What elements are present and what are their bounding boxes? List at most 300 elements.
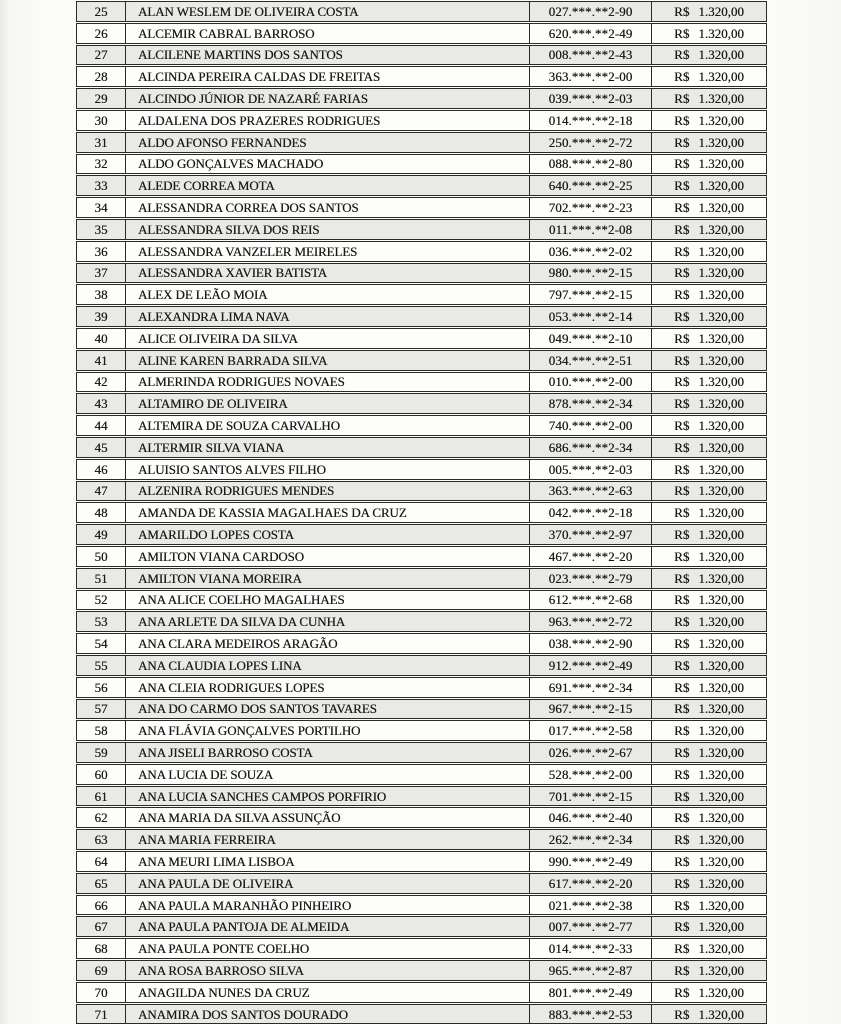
currency-symbol: R$ xyxy=(674,352,690,368)
beneficiary-name-cell: ANA ALICE COELHO MAGALHAES xyxy=(126,591,530,610)
beneficiary-name-cell: ANA PAULA PANTOJA DE ALMEIDA xyxy=(126,917,530,936)
amount-value: 1.320,00 xyxy=(698,853,744,869)
row-number-cell: 67 xyxy=(77,917,126,936)
amount-cell xyxy=(652,2,766,21)
currency-symbol: R$ xyxy=(674,570,690,586)
masked-cpf-cell: 250.***.**2-72 xyxy=(530,133,652,152)
amount-value: 1.320,00 xyxy=(698,483,744,499)
currency-symbol: R$ xyxy=(674,919,690,935)
row-number-cell: 41 xyxy=(77,351,126,370)
amount-value: 1.320,00 xyxy=(698,112,744,128)
row-number-cell: 62 xyxy=(77,808,126,827)
row-number-cell: 46 xyxy=(77,460,126,479)
amount-cell xyxy=(652,460,766,479)
row-number-cell: 31 xyxy=(77,133,126,152)
table-row xyxy=(76,393,767,414)
amount-cell xyxy=(652,939,766,958)
beneficiary-name-cell: ANA MEURI LIMA LISBOA xyxy=(126,852,530,871)
amount-value: 1.320,00 xyxy=(698,548,744,564)
amount-value: 1.320,00 xyxy=(698,47,744,63)
table-row xyxy=(76,154,767,175)
amount-value: 1.320,00 xyxy=(698,919,744,935)
masked-cpf-cell: 691.***.**2-34 xyxy=(530,678,652,697)
beneficiary-name-cell: ANA MARIA DA SILVA ASSUNÇÃO xyxy=(126,808,530,827)
table-row xyxy=(76,132,767,153)
beneficiary-name-cell: ALTERMIR SILVA VIANA xyxy=(126,438,530,457)
beneficiary-name-cell: ALEX DE LEÃO MOIA xyxy=(126,285,530,304)
amount-cell xyxy=(652,220,766,239)
currency-symbol: R$ xyxy=(674,832,690,848)
table-row xyxy=(76,851,767,872)
masked-cpf-cell: 363.***.**2-63 xyxy=(530,482,652,501)
amount-cell xyxy=(652,24,766,43)
masked-cpf-cell: 701.***.**2-15 xyxy=(530,787,652,806)
row-number-cell: 26 xyxy=(77,24,126,43)
masked-cpf-cell: 046.***.**2-40 xyxy=(530,808,652,827)
currency-symbol: R$ xyxy=(674,614,690,630)
amount-value: 1.320,00 xyxy=(698,330,744,346)
beneficiary-name-cell: AMARILDO LOPES COSTA xyxy=(126,525,530,544)
row-number-cell: 35 xyxy=(77,220,126,239)
row-number-cell: 64 xyxy=(77,852,126,871)
masked-cpf-cell: 528.***.**2-00 xyxy=(530,765,652,784)
table-row xyxy=(76,372,767,393)
row-number-cell: 54 xyxy=(77,634,126,653)
amount-value: 1.320,00 xyxy=(698,701,744,717)
amount-value: 1.320,00 xyxy=(698,91,744,107)
masked-cpf-cell: 797.***.**2-15 xyxy=(530,285,652,304)
amount-cell xyxy=(652,351,766,370)
beneficiary-name-cell: ALCILENE MARTINS DOS SANTOS xyxy=(126,46,530,65)
masked-cpf-cell: 262.***.**2-34 xyxy=(530,830,652,849)
row-number-cell: 63 xyxy=(77,830,126,849)
masked-cpf-cell: 017.***.**2-58 xyxy=(530,721,652,740)
beneficiary-name-cell: ANA ARLETE DA SILVA DA CUNHA xyxy=(126,612,530,631)
table-row xyxy=(76,764,767,785)
table-row xyxy=(76,437,767,458)
amount-value: 1.320,00 xyxy=(698,134,744,150)
amount-value: 1.320,00 xyxy=(698,657,744,673)
table-row xyxy=(76,350,767,371)
masked-cpf-cell: 686.***.**2-34 xyxy=(530,438,652,457)
amount-cell xyxy=(652,264,766,283)
masked-cpf-cell: 883.***.**2-53 xyxy=(530,1005,652,1024)
beneficiary-name-cell: ANA LUCIA DE SOUZA xyxy=(126,765,530,784)
beneficiary-name-cell: ALDO AFONSO FERNANDES xyxy=(126,133,530,152)
amount-cell xyxy=(652,242,766,261)
amount-cell xyxy=(652,852,766,871)
amount-value: 1.320,00 xyxy=(698,897,744,913)
masked-cpf-cell: 801.***.**2-49 xyxy=(530,983,652,1002)
currency-symbol: R$ xyxy=(674,221,690,237)
table-row xyxy=(76,502,767,523)
currency-symbol: R$ xyxy=(674,200,690,216)
amount-cell xyxy=(652,678,766,697)
amount-cell xyxy=(652,329,766,348)
row-number-cell: 29 xyxy=(77,89,126,108)
amount-cell xyxy=(652,634,766,653)
beneficiary-name-cell: ANAMIRA DOS SANTOS DOURADO xyxy=(126,1005,530,1024)
beneficiary-name-cell: ANA PAULA MARANHÃO PINHEIRO xyxy=(126,896,530,915)
row-number-cell: 39 xyxy=(77,307,126,326)
beneficiary-name-cell: AMANDA DE KASSIA MAGALHAES DA CRUZ xyxy=(126,503,530,522)
beneficiary-list-table xyxy=(76,1,767,1024)
currency-symbol: R$ xyxy=(674,461,690,477)
beneficiary-name-cell: ALMERINDA RODRIGUES NOVAES xyxy=(126,373,530,392)
currency-symbol: R$ xyxy=(674,657,690,673)
amount-cell xyxy=(652,198,766,217)
amount-cell xyxy=(652,133,766,152)
amount-cell xyxy=(652,525,766,544)
masked-cpf-cell: 740.***.**2-00 xyxy=(530,416,652,435)
amount-value: 1.320,00 xyxy=(698,592,744,608)
row-number-cell: 55 xyxy=(77,656,126,675)
currency-symbol: R$ xyxy=(674,439,690,455)
amount-value: 1.320,00 xyxy=(698,505,744,521)
currency-symbol: R$ xyxy=(674,330,690,346)
beneficiary-name-cell: ANA PAULA DE OLIVEIRA xyxy=(126,874,530,893)
currency-symbol: R$ xyxy=(674,1006,690,1022)
amount-cell xyxy=(652,961,766,980)
table-row xyxy=(76,306,767,327)
masked-cpf-cell: 702.***.**2-23 xyxy=(530,198,652,217)
masked-cpf-cell: 026.***.**2-67 xyxy=(530,743,652,762)
table-row xyxy=(76,23,767,44)
beneficiary-name-cell: ALDO GONÇALVES MACHADO xyxy=(126,155,530,174)
beneficiary-name-cell: ANA FLÁVIA GONÇALVES PORTILHO xyxy=(126,721,530,740)
beneficiary-name-cell: ALEXANDRA LIMA NAVA xyxy=(126,307,530,326)
amount-cell xyxy=(652,547,766,566)
amount-value: 1.320,00 xyxy=(698,200,744,216)
beneficiary-name-cell: ANA CLEIA RODRIGUES LOPES xyxy=(126,678,530,697)
masked-cpf-cell: 034.***.**2-51 xyxy=(530,351,652,370)
currency-symbol: R$ xyxy=(674,265,690,281)
amount-value: 1.320,00 xyxy=(698,875,744,891)
row-number-cell: 43 xyxy=(77,394,126,413)
currency-symbol: R$ xyxy=(674,636,690,651)
beneficiary-name-cell: ALCEMIR CABRAL BARROSO xyxy=(126,24,530,43)
amount-value: 1.320,00 xyxy=(698,25,744,41)
amount-cell xyxy=(652,917,766,936)
amount-cell xyxy=(652,983,766,1002)
masked-cpf-cell: 088.***.**2-80 xyxy=(530,155,652,174)
amount-value: 1.320,00 xyxy=(698,309,744,325)
table-row xyxy=(76,66,767,87)
currency-symbol: R$ xyxy=(674,679,690,695)
amount-value: 1.320,00 xyxy=(698,636,744,651)
currency-symbol: R$ xyxy=(674,723,690,739)
amount-cell xyxy=(652,1005,766,1024)
amount-cell xyxy=(652,285,766,304)
currency-symbol: R$ xyxy=(674,178,690,194)
amount-value: 1.320,00 xyxy=(698,178,744,194)
currency-symbol: R$ xyxy=(674,592,690,608)
row-number-cell: 37 xyxy=(77,264,126,283)
row-number-cell: 34 xyxy=(77,198,126,217)
currency-symbol: R$ xyxy=(674,396,690,412)
currency-symbol: R$ xyxy=(674,701,690,717)
beneficiary-name-cell: ALESSANDRA SILVA DOS REIS xyxy=(126,220,530,239)
masked-cpf-cell: 010.***.**2-00 xyxy=(530,373,652,392)
table-row xyxy=(76,829,767,850)
beneficiary-name-cell: ANA ROSA BARROSO SILVA xyxy=(126,961,530,980)
table-row xyxy=(76,546,767,567)
amount-value: 1.320,00 xyxy=(698,679,744,695)
masked-cpf-cell: 049.***.**2-10 xyxy=(530,329,652,348)
row-number-cell: 48 xyxy=(77,503,126,522)
row-number-cell: 45 xyxy=(77,438,126,457)
masked-cpf-cell: 007.***.**2-77 xyxy=(530,917,652,936)
currency-symbol: R$ xyxy=(674,505,690,521)
amount-value: 1.320,00 xyxy=(698,461,744,477)
amount-cell xyxy=(652,67,766,86)
masked-cpf-cell: 370.***.**2-97 xyxy=(530,525,652,544)
masked-cpf-cell: 990.***.**2-49 xyxy=(530,852,652,871)
amount-value: 1.320,00 xyxy=(698,723,744,739)
beneficiary-name-cell: ALZENIRA RODRIGUES MENDES xyxy=(126,482,530,501)
amount-cell xyxy=(652,569,766,588)
row-number-cell: 42 xyxy=(77,373,126,392)
table-row xyxy=(76,916,767,937)
amount-value: 1.320,00 xyxy=(698,265,744,281)
masked-cpf-cell: 980.***.**2-15 xyxy=(530,264,652,283)
currency-symbol: R$ xyxy=(674,744,690,760)
row-number-cell: 44 xyxy=(77,416,126,435)
amount-cell xyxy=(652,89,766,108)
beneficiary-name-cell: ANA LUCIA SANCHES CAMPOS PORFIRIO xyxy=(126,787,530,806)
row-number-cell: 65 xyxy=(77,874,126,893)
amount-value: 1.320,00 xyxy=(698,156,744,172)
amount-value: 1.320,00 xyxy=(698,962,744,978)
row-number-cell: 40 xyxy=(77,329,126,348)
amount-value: 1.320,00 xyxy=(698,352,744,368)
currency-symbol: R$ xyxy=(674,941,690,957)
amount-cell xyxy=(652,307,766,326)
currency-symbol: R$ xyxy=(674,766,690,782)
beneficiary-name-cell: ALAN WESLEM DE OLIVEIRA COSTA xyxy=(126,2,530,21)
amount-value: 1.320,00 xyxy=(698,418,744,434)
row-number-cell: 36 xyxy=(77,242,126,261)
row-number-cell: 25 xyxy=(77,2,126,21)
row-number-cell: 70 xyxy=(77,983,126,1002)
beneficiary-name-cell: ANA MARIA FERREIRA xyxy=(126,830,530,849)
masked-cpf-cell: 027.***.**2-90 xyxy=(530,2,652,21)
masked-cpf-cell: 038.***.**2-90 xyxy=(530,634,652,653)
row-number-cell: 38 xyxy=(77,285,126,304)
amount-cell xyxy=(652,874,766,893)
amount-value: 1.320,00 xyxy=(698,243,744,259)
currency-symbol: R$ xyxy=(674,69,690,85)
amount-value: 1.320,00 xyxy=(698,527,744,543)
amount-value: 1.320,00 xyxy=(698,1006,744,1022)
currency-symbol: R$ xyxy=(674,810,690,826)
beneficiary-name-cell: ALTEMIRA DE SOUZA CARVALHO xyxy=(126,416,530,435)
masked-cpf-cell: 053.***.**2-14 xyxy=(530,307,652,326)
masked-cpf-cell: 612.***.**2-68 xyxy=(530,591,652,610)
masked-cpf-cell: 878.***.**2-34 xyxy=(530,394,652,413)
amount-cell xyxy=(652,394,766,413)
currency-symbol: R$ xyxy=(674,47,690,63)
beneficiary-name-cell: ANA CLAUDIA LOPES LINA xyxy=(126,656,530,675)
table-row xyxy=(76,263,767,284)
amount-value: 1.320,00 xyxy=(698,287,744,303)
amount-value: 1.320,00 xyxy=(698,788,744,804)
amount-value: 1.320,00 xyxy=(698,69,744,85)
row-number-cell: 58 xyxy=(77,721,126,740)
currency-symbol: R$ xyxy=(674,962,690,978)
beneficiary-name-cell: ALCINDA PEREIRA CALDAS DE FREITAS xyxy=(126,67,530,86)
table-row xyxy=(76,219,767,240)
amount-cell xyxy=(652,896,766,915)
masked-cpf-cell: 014.***.**2-18 xyxy=(530,111,652,130)
masked-cpf-cell: 036.***.**2-02 xyxy=(530,242,652,261)
table-row xyxy=(76,873,767,894)
beneficiary-name-cell: ANA JISELI BARROSO COSTA xyxy=(126,743,530,762)
currency-symbol: R$ xyxy=(674,418,690,434)
amount-value: 1.320,00 xyxy=(698,832,744,848)
currency-symbol: R$ xyxy=(674,287,690,303)
row-number-cell: 68 xyxy=(77,939,126,958)
amount-cell xyxy=(652,656,766,675)
row-number-cell: 60 xyxy=(77,765,126,784)
amount-value: 1.320,00 xyxy=(698,614,744,630)
beneficiary-name-cell: AMILTON VIANA CARDOSO xyxy=(126,547,530,566)
row-number-cell: 61 xyxy=(77,787,126,806)
table-row xyxy=(76,110,767,131)
masked-cpf-cell: 620.***.**2-49 xyxy=(530,24,652,43)
table-row xyxy=(76,786,767,807)
currency-symbol: R$ xyxy=(674,156,690,172)
amount-value: 1.320,00 xyxy=(698,374,744,390)
masked-cpf-cell: 967.***.**2-15 xyxy=(530,700,652,719)
amount-cell xyxy=(652,765,766,784)
row-number-cell: 53 xyxy=(77,612,126,631)
amount-value: 1.320,00 xyxy=(698,439,744,455)
currency-symbol: R$ xyxy=(674,3,690,19)
row-number-cell: 28 xyxy=(77,67,126,86)
amount-cell xyxy=(652,808,766,827)
masked-cpf-cell: 963.***.**2-72 xyxy=(530,612,652,631)
table-row xyxy=(76,88,767,109)
table-row xyxy=(76,459,767,480)
beneficiary-name-cell: ANA CLARA MEDEIROS ARAGÃO xyxy=(126,634,530,653)
row-number-cell: 32 xyxy=(77,155,126,174)
currency-symbol: R$ xyxy=(674,134,690,150)
table-row xyxy=(76,611,767,632)
table-row xyxy=(76,197,767,218)
row-number-cell: 49 xyxy=(77,525,126,544)
currency-symbol: R$ xyxy=(674,853,690,869)
currency-symbol: R$ xyxy=(674,897,690,913)
table-row xyxy=(76,415,767,436)
row-number-cell: 51 xyxy=(77,569,126,588)
table-row xyxy=(76,1,767,22)
amount-value: 1.320,00 xyxy=(698,984,744,1000)
currency-symbol: R$ xyxy=(674,25,690,41)
masked-cpf-cell: 467.***.**2-20 xyxy=(530,547,652,566)
masked-cpf-cell: 011.***.**2-08 xyxy=(530,220,652,239)
currency-symbol: R$ xyxy=(674,875,690,891)
row-number-cell: 59 xyxy=(77,743,126,762)
beneficiary-name-cell: AMILTON VIANA MOREIRA xyxy=(126,569,530,588)
beneficiary-name-cell: ALEDE CORREA MOTA xyxy=(126,176,530,195)
table-row xyxy=(76,1004,767,1024)
masked-cpf-cell: 912.***.**2-49 xyxy=(530,656,652,675)
beneficiary-name-cell: ALINE KAREN BARRADA SILVA xyxy=(126,351,530,370)
amount-cell xyxy=(652,438,766,457)
amount-cell xyxy=(652,155,766,174)
row-number-cell: 69 xyxy=(77,961,126,980)
row-number-cell: 47 xyxy=(77,482,126,501)
beneficiary-name-cell: ALICE OLIVEIRA DA SILVA xyxy=(126,329,530,348)
table-row xyxy=(76,481,767,502)
amount-value: 1.320,00 xyxy=(698,570,744,586)
row-number-cell: 52 xyxy=(77,591,126,610)
currency-symbol: R$ xyxy=(674,548,690,564)
masked-cpf-cell: 617.***.**2-20 xyxy=(530,874,652,893)
amount-cell xyxy=(652,482,766,501)
amount-cell xyxy=(652,700,766,719)
table-row xyxy=(76,655,767,676)
table-row xyxy=(76,45,767,66)
row-number-cell: 71 xyxy=(77,1005,126,1024)
masked-cpf-cell: 640.***.**2-25 xyxy=(530,176,652,195)
table-row xyxy=(76,677,767,698)
amount-cell xyxy=(652,111,766,130)
table-row xyxy=(76,699,767,720)
currency-symbol: R$ xyxy=(674,374,690,390)
masked-cpf-cell: 023.***.**2-79 xyxy=(530,569,652,588)
row-number-cell: 66 xyxy=(77,896,126,915)
amount-cell xyxy=(652,612,766,631)
amount-value: 1.320,00 xyxy=(698,221,744,237)
row-number-cell: 27 xyxy=(77,46,126,65)
table-row xyxy=(76,284,767,305)
masked-cpf-cell: 008.***.**2-43 xyxy=(530,46,652,65)
table-row xyxy=(76,742,767,763)
row-number-cell: 33 xyxy=(77,176,126,195)
row-number-cell: 57 xyxy=(77,700,126,719)
beneficiary-name-cell: ANAGILDA NUNES DA CRUZ xyxy=(126,983,530,1002)
table-row xyxy=(76,524,767,545)
beneficiary-name-cell: ALESSANDRA CORREA DOS SANTOS xyxy=(126,198,530,217)
amount-value: 1.320,00 xyxy=(698,3,744,19)
currency-symbol: R$ xyxy=(674,112,690,128)
beneficiary-name-cell: ALCINDO JÚNIOR DE NAZARÉ FARIAS xyxy=(126,89,530,108)
currency-symbol: R$ xyxy=(674,788,690,804)
amount-cell xyxy=(652,743,766,762)
amount-value: 1.320,00 xyxy=(698,766,744,782)
currency-symbol: R$ xyxy=(674,243,690,259)
table-row xyxy=(76,807,767,828)
currency-symbol: R$ xyxy=(674,483,690,499)
amount-value: 1.320,00 xyxy=(698,396,744,412)
currency-symbol: R$ xyxy=(674,527,690,543)
amount-cell xyxy=(652,176,766,195)
beneficiary-name-cell: ALUISIO SANTOS ALVES FILHO xyxy=(126,460,530,479)
masked-cpf-cell: 042.***.**2-18 xyxy=(530,503,652,522)
table-row xyxy=(76,633,767,654)
table-row xyxy=(76,960,767,981)
row-number-cell: 30 xyxy=(77,111,126,130)
row-number-cell: 50 xyxy=(77,547,126,566)
table-row xyxy=(76,241,767,262)
beneficiary-name-cell: ALESSANDRA VANZELER MEIRELES xyxy=(126,242,530,261)
amount-cell xyxy=(652,373,766,392)
beneficiary-name-cell: ANA DO CARMO DOS SANTOS TAVARES xyxy=(126,700,530,719)
currency-symbol: R$ xyxy=(674,309,690,325)
amount-value: 1.320,00 xyxy=(698,941,744,957)
